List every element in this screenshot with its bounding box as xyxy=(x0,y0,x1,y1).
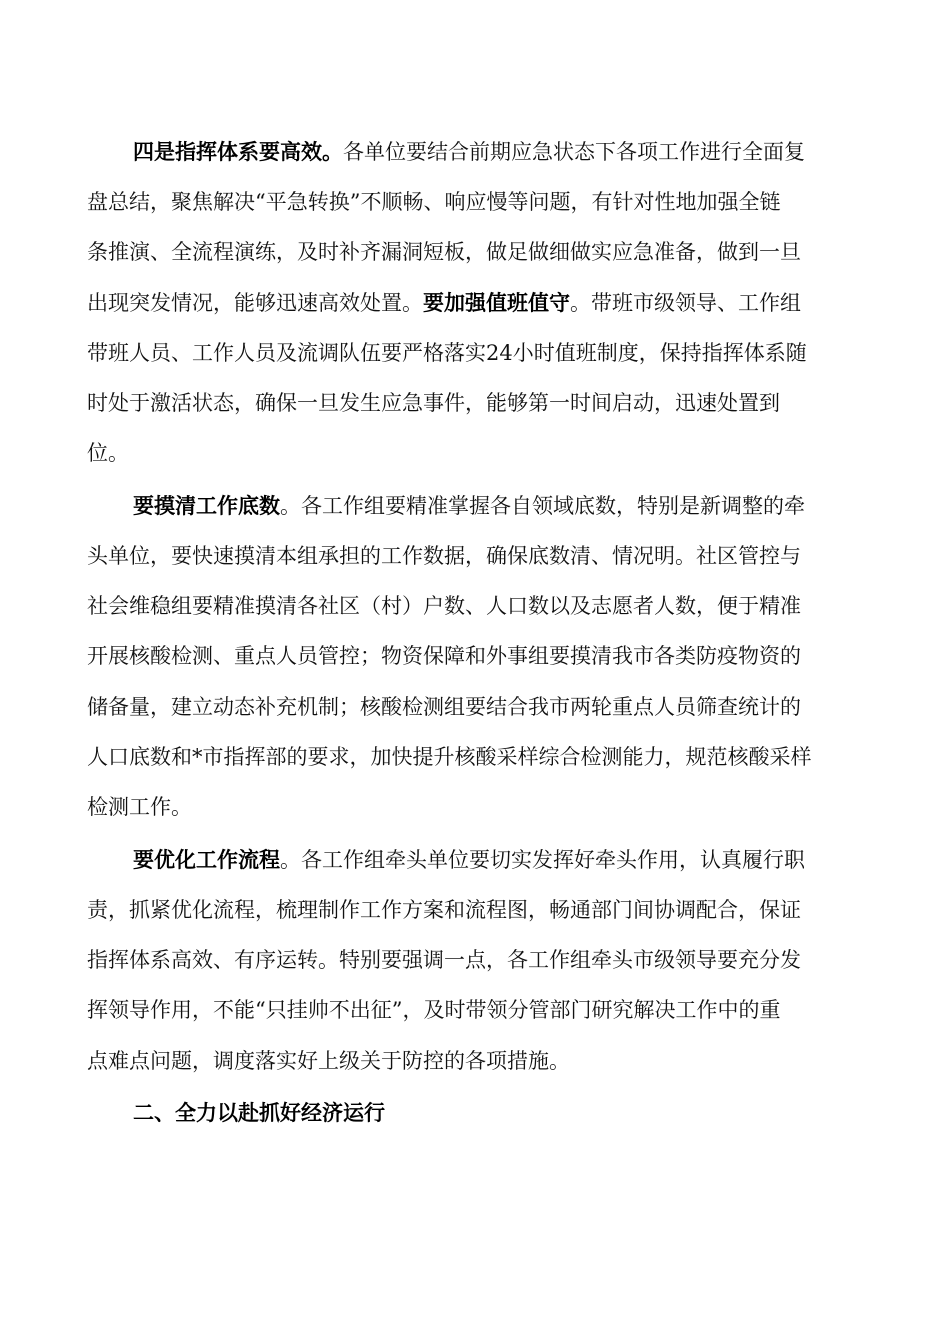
paragraph-4-line-6: 时处于激活状态，确保一旦发生应急事件，能够第一时间启动，迅速处置到 xyxy=(87,391,780,415)
paragraph-workflow-text: 。各工作组牵头单位要切实发挥好牵头作用，认真履行职 xyxy=(280,848,805,872)
paragraph-baseline-line-7: 检测工作。 xyxy=(87,795,192,819)
paragraph-workflow-line-1 xyxy=(133,845,867,875)
paragraph-workflow-line-3: 指挥体系高效、有序运转。特别要强调一点，各工作组牵头市级领导要充分发 xyxy=(87,948,801,972)
paragraph-baseline-line-2: 头单位，要快速摸清本组承担的工作数据，确保底数清、情况明。社区管控与 xyxy=(87,544,801,568)
paragraph-baseline-text: 。各工作组要精准掌握各自领域底数，特别是新调整的牵 xyxy=(280,494,805,518)
paragraph-4-line-4 xyxy=(87,288,867,318)
paragraph-workflow-line-2: 责，抓紧优化流程，梳理制作工作方案和流程图，畅通部门间协调配合，保证 xyxy=(87,898,801,922)
paragraph-workflow-bold-lead: 要优化工作流程 xyxy=(133,848,280,872)
paragraph-4-bold-duty: 要加强值班值守 xyxy=(423,291,570,315)
paragraph-4-text: 各单位要结合前期应急状态下各项工作进行全面复 xyxy=(343,140,805,164)
section-heading: 二、全力以赴抓好经济运行 xyxy=(133,1101,385,1125)
paragraph-4-line-5: 带班人员、工作人员及流调队伍要严格落实24小时值班制度，保持指挥体系随 xyxy=(87,341,807,365)
paragraph-baseline-line-5: 储备量，建立动态补充机制；核酸检测组要结合我市两轮重点人员筛查统计的 xyxy=(87,695,801,719)
paragraph-baseline-line-6: 人口底数和*市指挥部的要求，加快提升核酸采样综合检测能力，规范核酸采样 xyxy=(87,745,812,769)
paragraph-baseline-line-3: 社会维稳组要精准摸清各社区（村）户数、人口数以及志愿者人数，便于精准 xyxy=(87,594,801,618)
paragraph-4-line-3: 条推演、全流程演练，及时补齐漏洞短板，做足做细做实应急准备，做到一旦 xyxy=(87,240,801,264)
paragraph-baseline-bold-lead: 要摸清工作底数 xyxy=(133,494,280,518)
paragraph-4-bold-lead: 四是指挥体系要高效。 xyxy=(133,140,343,164)
paragraph-workflow-line-5: 点难点问题，调度落实好上级关于防控的各项措施。 xyxy=(87,1049,570,1073)
paragraph-4-line-1 xyxy=(133,137,867,167)
paragraph-baseline-line-4: 开展核酸检测、重点人员管控；物资保障和外事组要摸清我市各类防疫物资的 xyxy=(87,644,801,668)
paragraph-4-text: 出现突发情况，能够迅速高效处置。 xyxy=(87,291,423,315)
paragraph-4-line-7: 位。 xyxy=(87,441,129,465)
paragraph-baseline-line-1 xyxy=(133,491,867,521)
paragraph-4-line-2: 盘总结，聚焦解决“平急转换”不顺畅、响应慢等问题，有针对性地加强全链 xyxy=(87,190,781,214)
paragraph-4-text: 。带班市级领导、工作组 xyxy=(570,291,801,315)
paragraph-workflow-line-4: 挥领导作用，不能“只挂帅不出征”，及时带领分管部门研究解决工作中的重 xyxy=(87,998,781,1022)
